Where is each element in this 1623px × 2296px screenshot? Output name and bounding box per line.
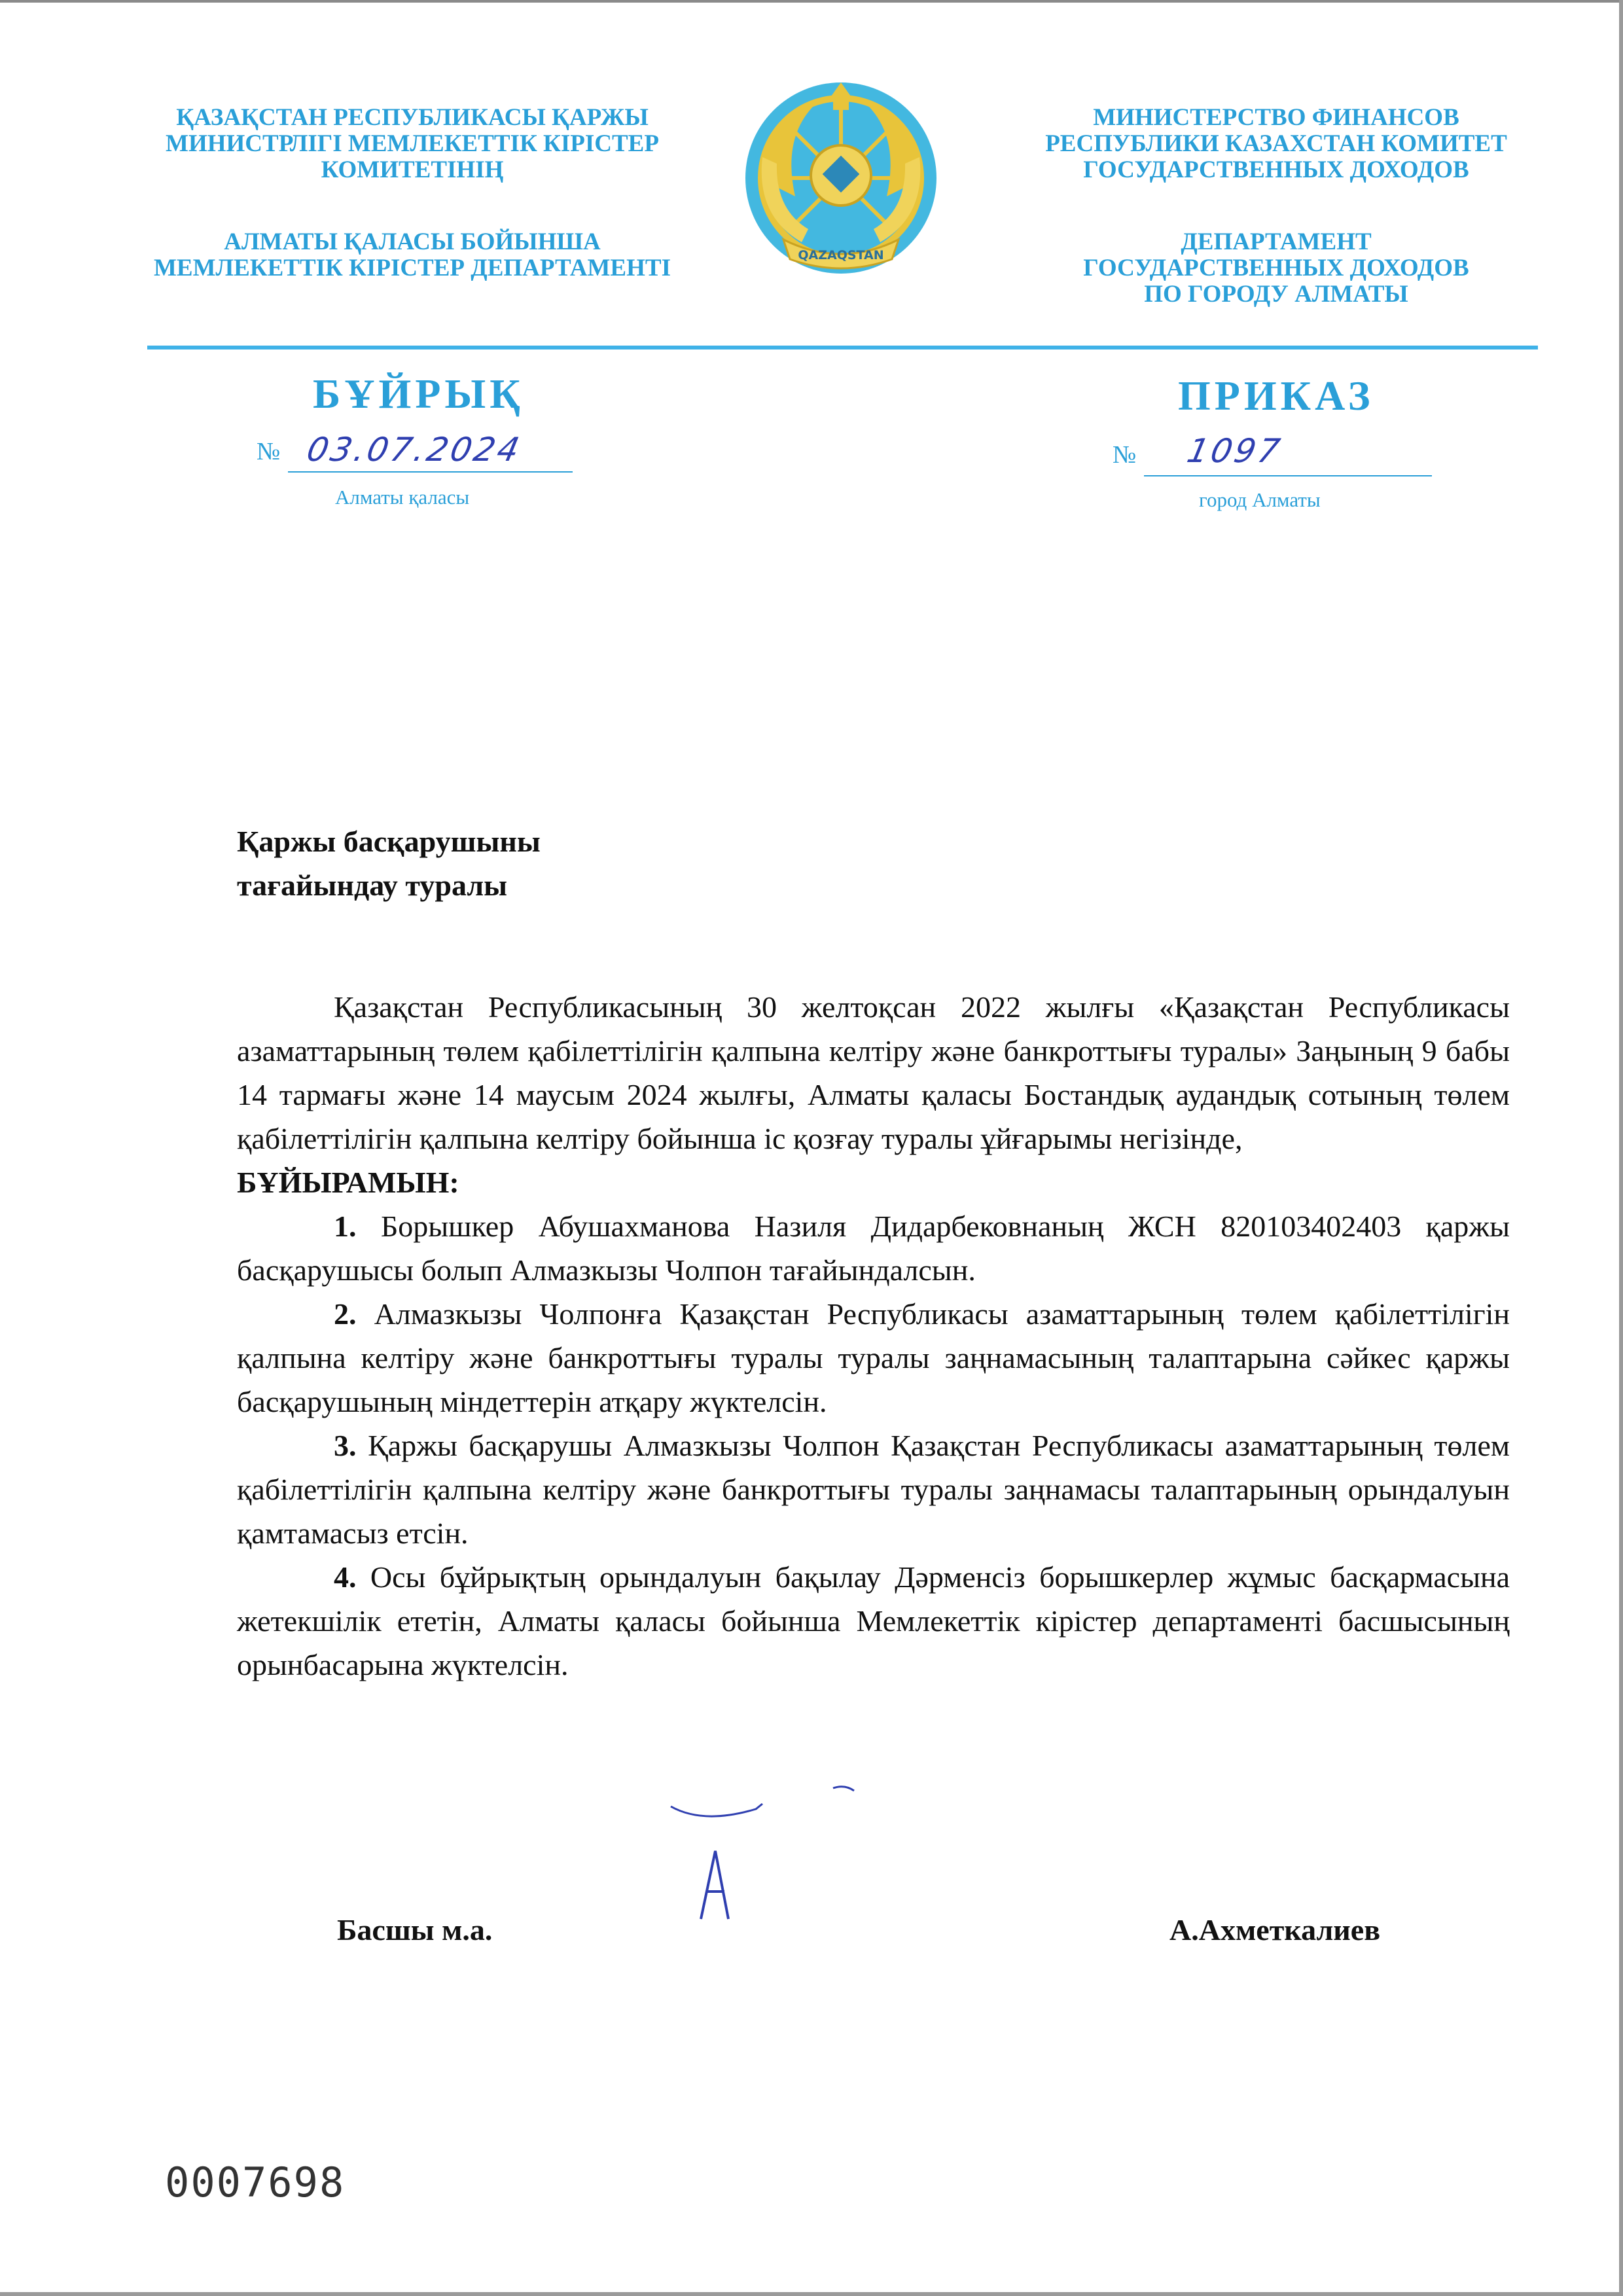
order-body [237, 985, 1510, 1687]
subject-line: тағайындау туралы [237, 869, 508, 902]
header-left-line: ҚАЗАҚСТАН РЕСПУБЛИКАСЫ ҚАРЖЫ [176, 104, 649, 131]
scan-edge-right [1619, 0, 1623, 2296]
signatory-name: А.Ахметкалиев [1169, 1913, 1381, 1946]
list-item [237, 1292, 1510, 1424]
list-item [237, 1424, 1510, 1555]
signatory-title: Басшы м.а. [337, 1913, 493, 1946]
header-right-ru [1005, 105, 1548, 308]
header-right-line: РЕСПУБЛИКИ КАЗАХСТАН КОМИТЕТ [1045, 130, 1507, 157]
header-left-line: МИНИСТРЛІГІ МЕМЛЕКЕТТІК КІРІСТЕР [166, 130, 659, 157]
body-preamble: Қазақстан Республикасының 30 желтоқсан 2022 жылғы «Қазақстан Республикасы азаматтарының төлем қабілеттілігін қалпына келтіру және банкроттығы туралы» Заңының 9 бабы 14 тармағы және 14 маусым 2024 жылғы, Алматы қаласы Бостандық аудандық сотының төлем қабілеттілігін қалпына келтіру бойынша іс қозғау туралы ұйғарымы негізінде, [237, 990, 1510, 1155]
city-kz: Алматы қаласы [335, 486, 470, 509]
header-left-line: КОМИТЕТІНІҢ [321, 156, 504, 183]
scan-edge-bottom [0, 2292, 1623, 2296]
handwritten-underline-mark [664, 1774, 861, 1826]
date-underline [288, 471, 573, 473]
order-title-ru: ПРИКАЗ [1178, 372, 1374, 419]
scan-edge-top [0, 0, 1623, 3]
order-subject [237, 819, 541, 907]
order-word: БҰЙЫРАМЫН: [237, 1166, 459, 1199]
item-number: 2. [334, 1297, 357, 1331]
item-number: 4. [334, 1560, 357, 1594]
item-text: Борышкер Абушахманова Назиля Дидарбековнаның ЖСН 820103402403 қаржы басқарушысы болып Алмазкызы Чолпон тағайындалсын. [237, 1210, 1510, 1287]
emblem-text: QAZAQSTAN [798, 248, 884, 262]
handwritten-number: 1097 [1183, 432, 1286, 470]
item-text: Қаржы басқарушы Алмазкызы Чолпон Қазақстан Республикасы азаматтарының төлем қабілеттілігін қалпына келтіру және банкроттығы туралы заңнамасы талаптарының орындалуын қамтамасыз етсін. [237, 1429, 1510, 1550]
header-right-line: ДЕПАРТАМЕНТ [1181, 228, 1372, 255]
city-ru: город Алматы [1199, 488, 1321, 511]
number-sign-ru: № [1113, 441, 1137, 469]
item-number: 3. [334, 1429, 357, 1462]
item-text: Осы бұйрықтың орындалуын бақылау Дәрменсіз борышкерлер жұмыс басқармасына жетекшілік ететін, Алматы қаласы бойынша Мемлекеттік кірістер департаменті басшысының орынбасарына жүктелсін. [237, 1560, 1510, 1681]
list-item [237, 1204, 1510, 1292]
number-sign-kz: № [257, 438, 281, 465]
number-underline [1144, 475, 1432, 476]
serial-number: 0007698 [165, 2159, 346, 2206]
handwritten-initial-icon [689, 1846, 741, 1924]
subject-line: Қаржы басқарушыны [237, 825, 541, 858]
header-divider [147, 346, 1538, 350]
header-left-line: АЛМАТЫ ҚАЛАСЫ БОЙЫНША [224, 228, 601, 255]
kazakhstan-state-emblem-icon [743, 79, 939, 281]
item-text: Алмазкызы Чолпонға Қазақстан Республикасы азаматтарының төлем қабілеттілігін қалпына келтіру және банкроттығы туралы туралы заңнамасының талаптарына сәйкес қаржы басқарушының міндеттерін атқару жүктелсін. [237, 1297, 1510, 1418]
header-left-kz [141, 105, 684, 281]
item-number: 1. [334, 1210, 357, 1243]
header-right-line: ГОСУДАРСТВЕННЫХ ДОХОДОВ [1083, 255, 1469, 281]
header-right-line: ГОСУДАРСТВЕННЫХ ДОХОДОВ [1083, 156, 1469, 183]
order-title-kz: БҰЙРЫҚ [313, 370, 524, 417]
header-right-line: МИНИСТЕРСТВО ФИНАНСОВ [1093, 104, 1459, 131]
handwritten-date: 03.07.2024 [303, 431, 526, 469]
list-item [237, 1555, 1510, 1687]
header-left-line: МЕМЛЕКЕТТІК КІРІСТЕР ДЕПАРТАМЕНТІ [154, 255, 671, 281]
header-right-line: ПО ГОРОДУ АЛМАТЫ [1144, 281, 1408, 308]
